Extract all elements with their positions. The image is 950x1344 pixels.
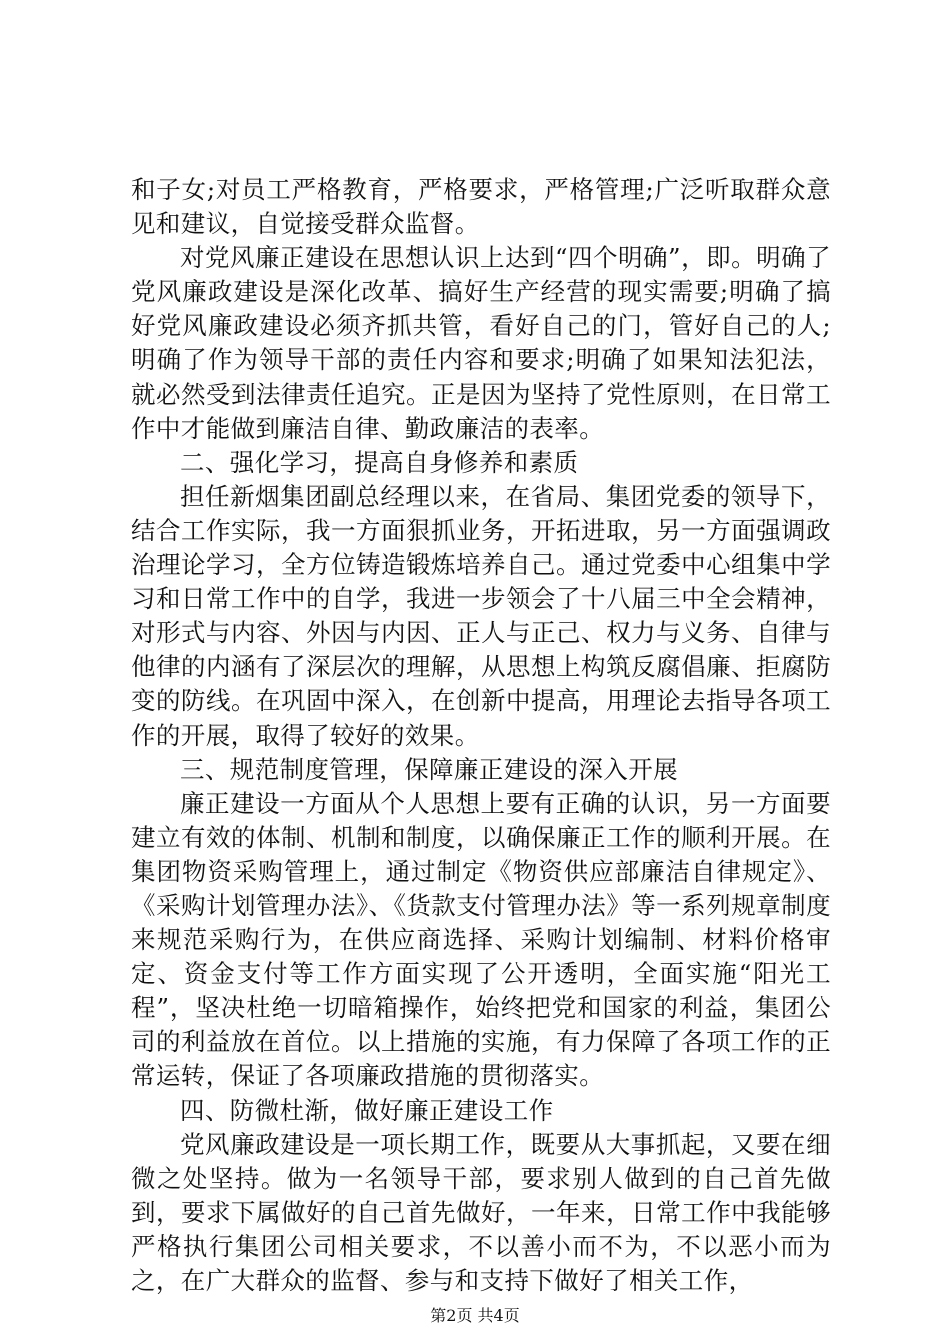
section-heading-2: 二、强化学习，提高自身修养和素质 (180, 447, 579, 477)
paragraph-2: 对党风廉正建设在思想认识上达到“四个明确”，即。明确了党风廉政建设是深化改革、搞好生产经营的现实需要;明确了搞好党风廉政建设必须齐抓共管，看好自己的门，管好自己的人;明确了作为领导干部的责任内容和要求;明确了如果知法犯法，就必然受到法律责任追究。正是因为坚持了党性原则，在日常工作中才能做到廉洁自律、勤政廉洁的表率。 (131, 243, 831, 443)
document-body (131, 173, 831, 1298)
paragraph-3: 担任新烟集团副总经理以来，在省局、集团党委的领导下，结合工作实际，我一方面狠抓业务，开拓进取，另一方面强调政治理论学习，全方位铸造锻炼培养自己。通过党委中心组集中学习和日常工作中的自学，我进一步领会了十八届三中全会精神，对形式与内容、外因与内因、正人与正己、权力与义务、自律与他律的内涵有了深层次的理解，从思想上构筑反腐倡廉、拒腐防变的防线。在巩固中深入，在创新中提高，用理论去指导各项工作的开展，取得了较好的效果。 (131, 481, 831, 750)
paragraph-5: 党风廉政建设是一项长期工作，既要从大事抓起，又要在细微之处坚持。做为一名领导干部，要求别人做到的自己首先做到，要求下属做好的自己首先做好，一年来，日常工作中我能够严格执行集团公司相关要求，不以善小而不为，不以恶小而为之，在广大群众的监督、参与和支持下做好了相关工作， (131, 1129, 831, 1295)
section-heading-4: 四、防微杜渐，做好廉正建设工作 (180, 1095, 554, 1125)
page-number-footer: 第2页 共4页 (430, 1306, 520, 1325)
section-heading-3: 三、规范制度管理，保障廉正建设的深入开展 (180, 754, 678, 784)
paragraph-4: 廉正建设一方面从个人思想上要有正确的认识，另一方面要建立有效的体制、机制和制度，以确保廉正工作的顺利开展。在集团物资采购管理上，通过制定《物资供应部廉洁自律规定》、《采购计划管理办法》、《货款支付管理办法》等一系列规章制度来规范采购行为，在供应商选择、采购计划编制、材料价格审定、资金支付等工作方面实现了公开透明，全面实施“阳光工程”，坚决杜绝一切暗箱操作，始终把党和国家的利益，集团公司的利益放在首位。以上措施的实施，有力保障了各项工作的正常运转，保证了各项廉政措施的贯彻落实。 (131, 788, 831, 1091)
paragraph-1: 和子女;对员工严格教育，严格要求，严格管理;广泛听取群众意见和建议，自觉接受群众监督。 (131, 175, 831, 239)
